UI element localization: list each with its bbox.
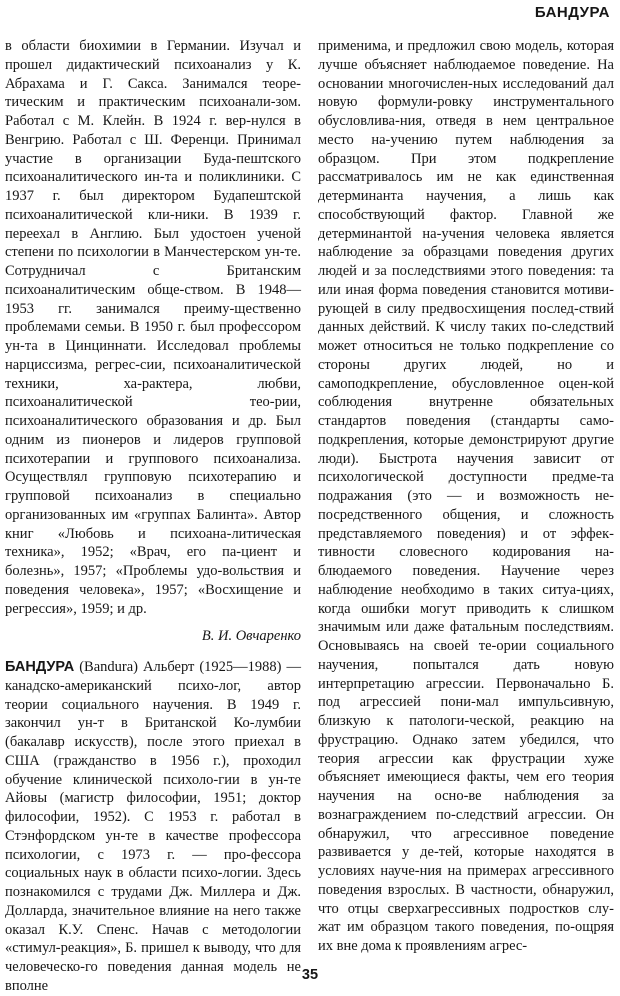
- continued-paragraph: в области биохимии в Германии. Изучал и прошел дидактический психоанализ у К. Абрахама и Г. Сакса. Занимался теоре-тическим и практическим психоанали-зом. Работал с М. Клейн. В 1924 г. вер-нулся в Венгрию. Работал с Ш. Ференци. Принимал участие в организации Буда-пештского психоаналитического ин-та и поликлиники. С 1937 г. был директором Будапештской психоаналитической кли-ники. В 1939 г. переехал в Англию. Был удостоен ученой степени по психологии в Манчестерском ун-те. Сотрудничал с Британским психоаналитическим обще-ством. В 1948—1953 гг. занимался преиму-щественно проблемами семьи. В 1950 г. был профессором ун-та в Цинциннати. Исследовал проблемы нарциссизма, регрес-сии, психоаналитической техники, ха-рактера, любви, психоаналитической тео-рии, психоаналитического образования и др. Был одним из пионеров и лидеров групповой психотерапии и группового психоанализа. Осуществлял групповую психотерапию и групповой психоанализ в специально организованных им «группах Балинта». Автор книг «Любовь и психоана-литическая техника», 1952; «Врач, его па-циент и болезнь», 1957; «Проблемы удо-вольствия и поведения человека», 1957; «Восхищение и регрессия», 1959; и др.: [5, 38, 301, 617]
- page-number: 35: [301, 967, 319, 983]
- left-column: [5, 37, 301, 996]
- continued-entry-text: применима, и предложил свою модель, которая лучше объясняет наблюдаемое поведение. На основании многочислен-ных исследований дал новую формули-ровку инструментального обусловлива-ния, отведя в нем центральное место на-учению путем наблюдения за образцом. При этом подкрепление рассматривалось им не как единственная детерминанта научения, а лишь как способствующий фактор. Главной же детерминантой на-учения человека является наблюдение за образцами поведения других людей и за последствиями этого поведения: та или иная форма поведения становится мотиви-рующей в силу предвосхищения послед-ствий данных действий. К числу таких по-следствий может относиться не только подкрепление со стороны других людей, но и самоподкрепление, обусловленное оцен-кой соблюдения внутренне обязательных стандартов поведения (стандарты само-подкрепления, которые демонстрируют другие люди). Быстрота научения зависит от психологической доступности предме-та подражания (это — и возможность не-посредственного общения, и сложность представляемого поведения) и от эффек-тивности словесного кодирования на-блюдаемого поведения. Научение через наблюдение необходимо в таких ситуа-циях, когда ошибки могут приводить к слишком значимым или даже фатальным последствиям. Основываясь на своей те-ории социального научения, попытался дать новую интерпретацию агрессии. Первоначально Б. под агрессией пони-мал импульсивную, близкую к патологи-ческой, реакцию на фрустрацию. Однако затем убедился, что теория агрессии как фрустрации хуже объясняет имеющиеся факты, чем его теория научения на осно-ве наблюдения за вознаграждением по-следствий агрессии. Он обнаружил, что агрессивное поведение развивается у де-тей, которые находятся в условиях науче-ния на примерах агрессивного поведения взрослых. В частности, обнаружил, что отцы сверхагрессивных подростков слу-жат им образцом такого поведения, по-ощряя их вне дома к проявлениям агрес-: [318, 38, 614, 954]
- author-signature: В. И. Овчаренко: [201, 628, 301, 645]
- entry-paragraph: [5, 658, 301, 996]
- right-column: [318, 37, 614, 956]
- entry-headword: БАНДУРА: [5, 659, 75, 675]
- running-header: БАНДУРА: [534, 4, 610, 21]
- entry-body: (Bandura) Альберт (1925—1988) — канадско-американский психо-лог, автор теории социального научения. В 1949 г. закончил ун-т в Британской Ко-лумбии (бакалавр искусств), после этого приехал в США (гражданство в 1956 г.), проходил обучение клинической психоло-гии в ун-те Айовы (магистр философии, 1951; доктор философии, 1952). С 1953 г. работал в Стэнфордском ун-те в качестве профессора психологии, с 1973 г. — про-фессора социальных наук в области психо-логии. Здесь познакомился с трудами Дж. Миллера и Дж. Долларда, значительное влияние на него также оказал К.У. Спенс. Начав с методологии «стимул-реакция», Б. пришел к выводу, что для человеческо-го поведения данная модель не вполне: [5, 659, 301, 994]
